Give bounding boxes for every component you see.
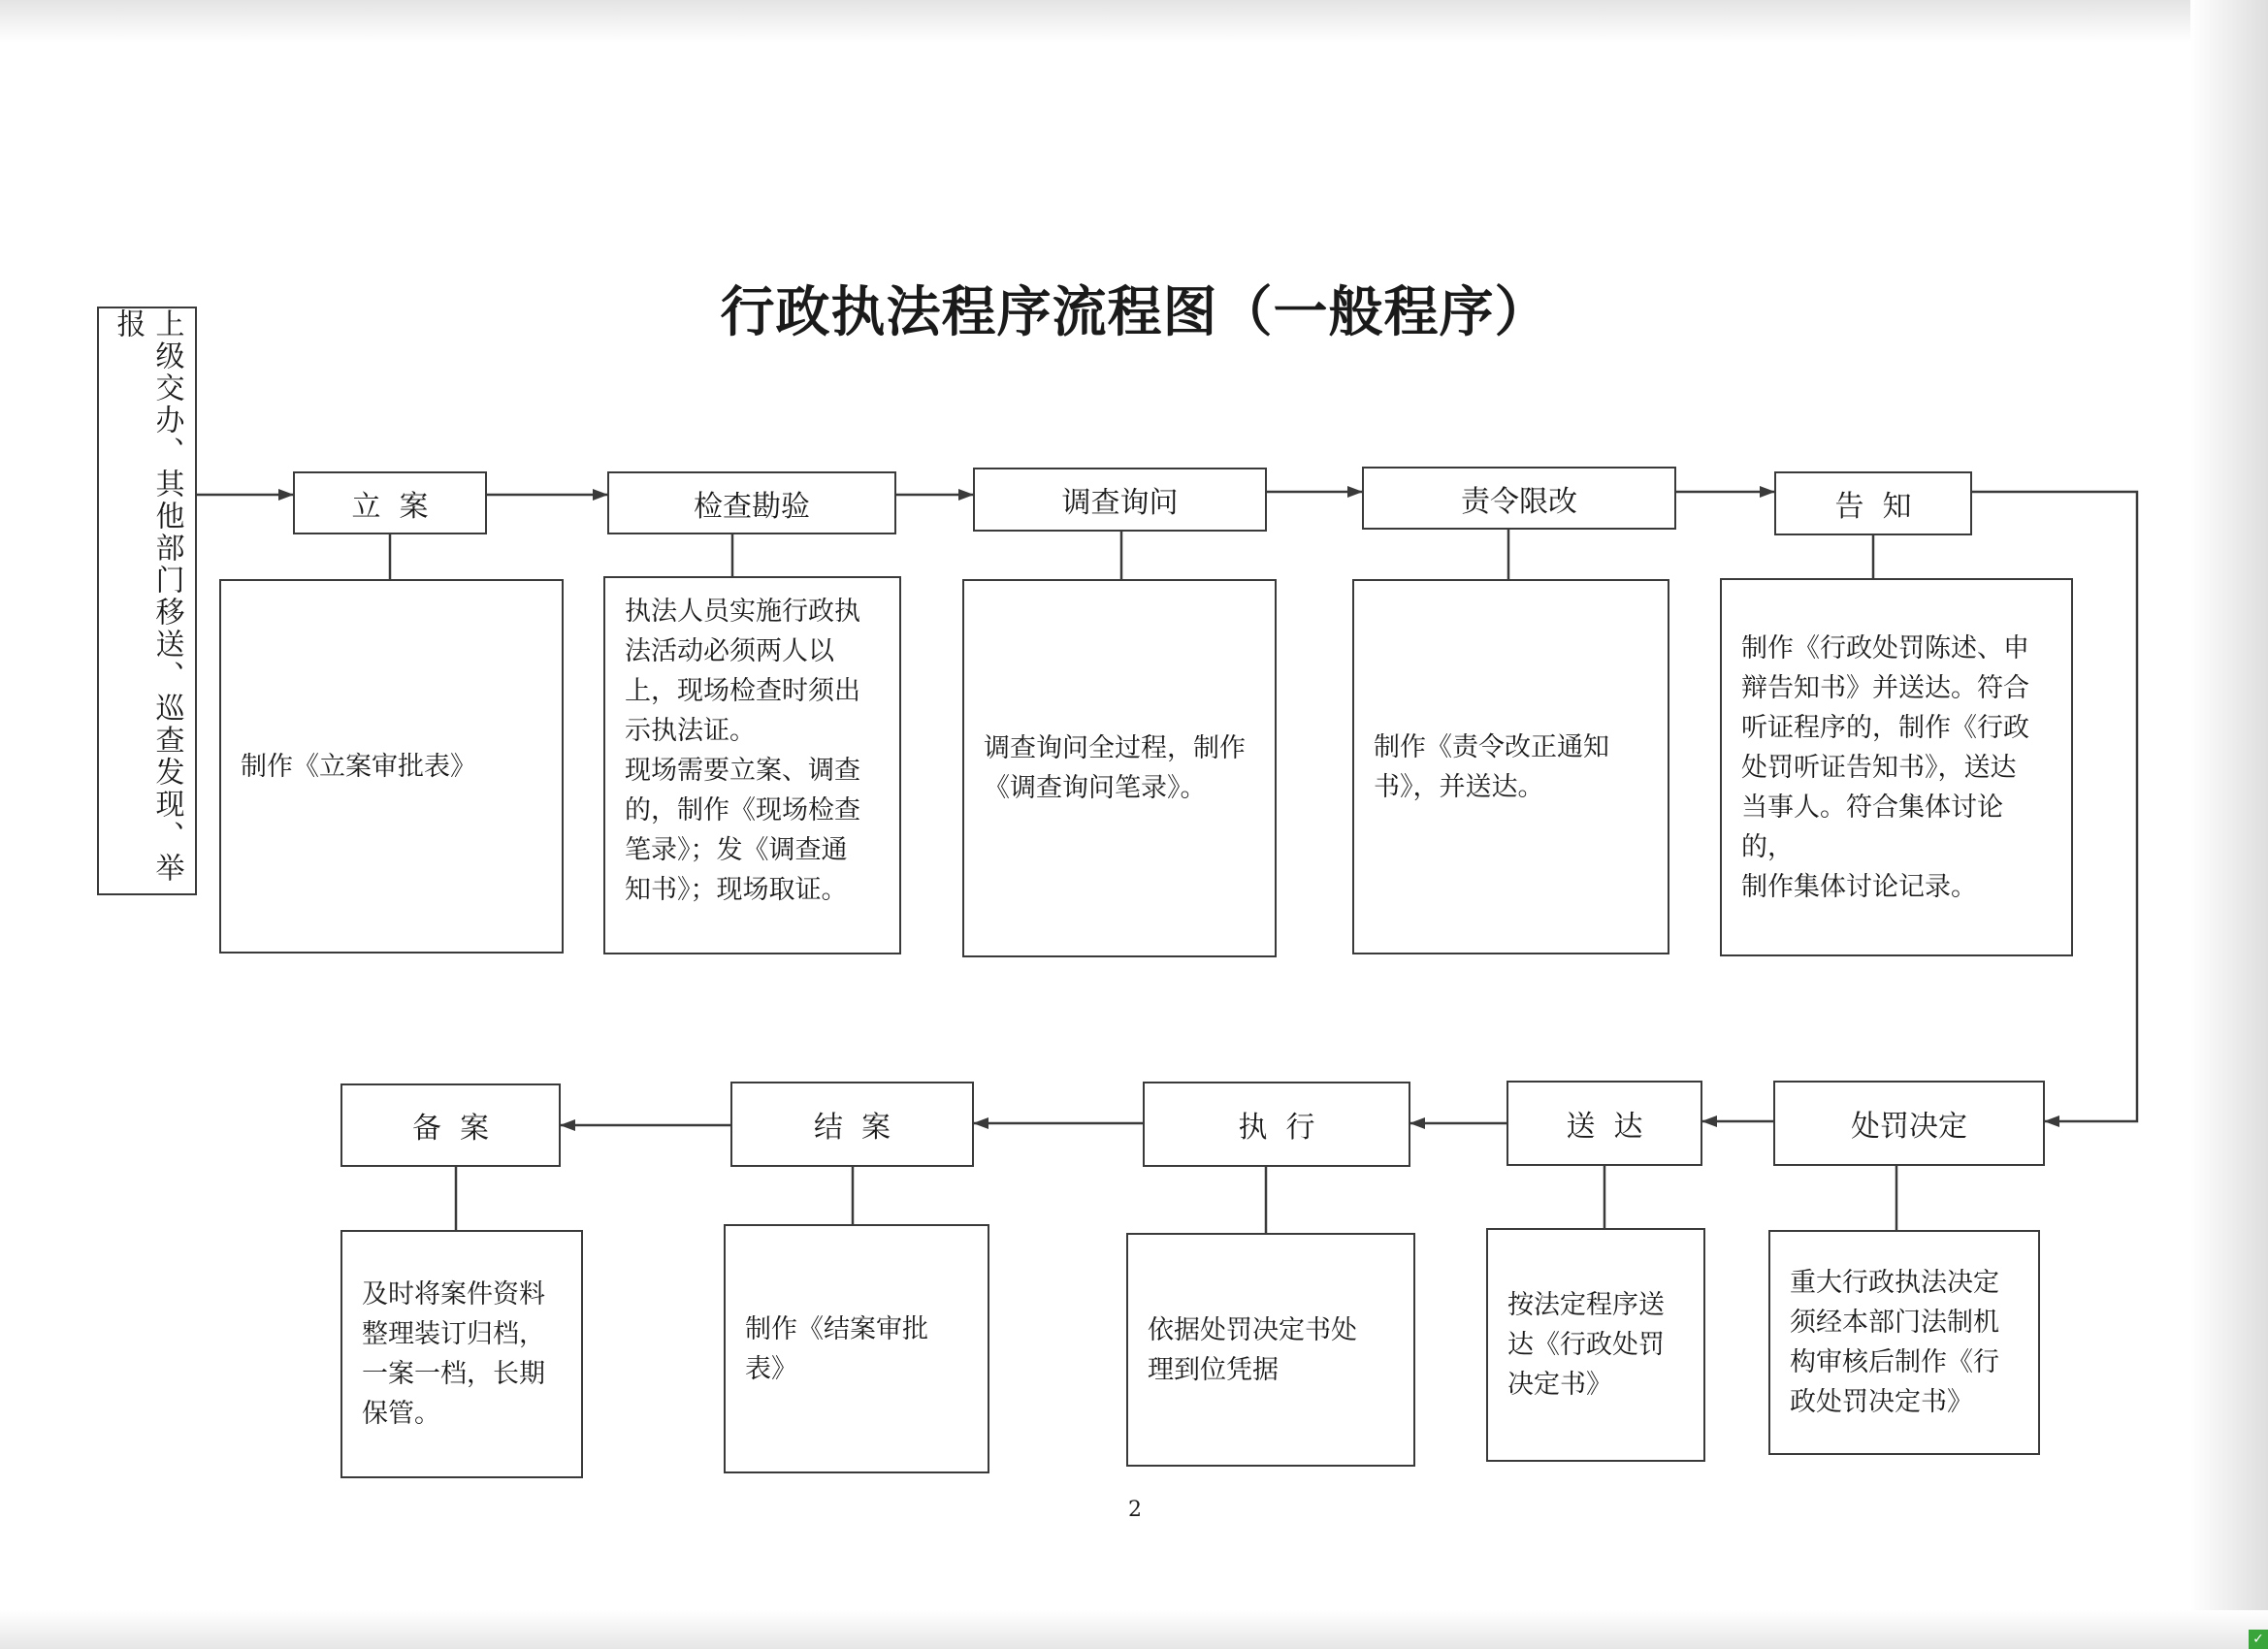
- note-box-7: 按法定程序送 达《行政处罚 决定书》: [1486, 1228, 1705, 1462]
- note-box-6: 重大行政执法决定 须经本部门法制机 构审核后制作《行 政处罚决定书》: [1768, 1230, 2040, 1455]
- note-box-10: 及时将案件资料 整理装订归档， 一案一档，长期 保管。: [340, 1230, 583, 1478]
- source-box: 上级交办、其他部门移送、巡查发现、举报: [97, 307, 197, 895]
- page-number: 2: [1128, 1498, 1142, 1522]
- step-box-10: 备 案: [340, 1083, 561, 1167]
- note-box-5: 制作《行政处罚陈述、申 辩告知书》并送达。符合 听证程序的，制作《行政 处罚听证告知书》，送达 当事人。符合集体讨论的， 制作集体讨论记录。: [1720, 578, 2073, 956]
- note-box-9: 制作《结案审批 表》: [724, 1224, 989, 1473]
- corner-mark-icon: ✓: [2249, 1630, 2268, 1649]
- step-box-1: 立 案: [293, 471, 487, 534]
- note-box-4: 制作《责令改正通知 书》，并送达。: [1352, 579, 1669, 954]
- step-box-6: 处罚决定: [1773, 1081, 2045, 1166]
- note-box-2: 执法人员实施行政执 法活动必须两人以 上，现场检查时须出 示执法证。 现场需要立案、调查 的，制作《现场检查 笔录》；发《调查通 知书》；现场取证。: [603, 576, 901, 954]
- step-box-4: 责令限改: [1362, 467, 1676, 530]
- step-box-2: 检查勘验: [607, 471, 896, 534]
- step-box-5: 告 知: [1774, 471, 1972, 535]
- note-box-3: 调查询问全过程，制作 《调查询问笔录》。: [962, 579, 1277, 957]
- diagram-title: 行政执法程序流程图（一般程序）: [720, 280, 1550, 344]
- note-box-1: 制作《立案审批表》: [219, 579, 564, 954]
- step-box-7: 送 达: [1507, 1081, 1702, 1166]
- step-box-8: 执 行: [1143, 1082, 1410, 1167]
- step-box-9: 结 案: [730, 1082, 974, 1167]
- note-box-8: 依据处罚决定书处 理到位凭据: [1126, 1233, 1415, 1467]
- step-box-3: 调查询问: [973, 468, 1267, 532]
